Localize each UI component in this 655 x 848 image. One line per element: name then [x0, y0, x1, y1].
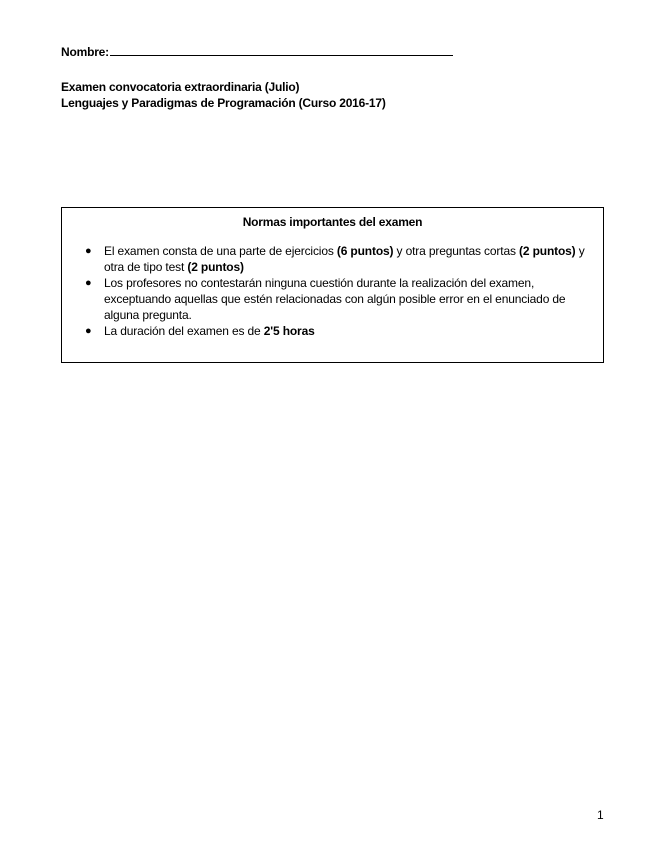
rule-item-duration	[85, 323, 593, 339]
rule-bold: (2 puntos)	[519, 244, 576, 258]
rules-box	[61, 207, 604, 363]
rule-bold: (6 puntos)	[336, 244, 394, 258]
rule-text: y otra de tipo test	[104, 244, 585, 274]
name-blank-line	[110, 44, 453, 56]
rules-title: Normas importantes del examen	[242, 215, 423, 229]
rule-text: El examen consta de una parte de ejercicios	[104, 244, 337, 258]
rule-text: y otra preguntas cortas	[393, 244, 520, 258]
rule-bold: (2 puntos)	[187, 260, 244, 274]
name-label: Nombre:	[61, 45, 109, 59]
rules-list	[62, 243, 603, 339]
exam-title: Examen convocatoria extraordinaria (Julio)	[61, 80, 300, 94]
rule-item-points	[85, 243, 593, 275]
rule-text: La duración del examen es de	[104, 324, 264, 338]
rule-item-questions	[85, 275, 593, 323]
bullet-icon: ●	[85, 277, 92, 289]
course-title: Lenguajes y Paradigmas de Programación (Curso 2016-17)	[61, 96, 386, 110]
rule-bold: 2'5 horas	[263, 324, 315, 338]
rule-text: Los profesores no contestarán ninguna cuestión durante la realización del examen, exceptuando aquellas que estén relacionadas con algún posible error en el enunciado de alguna pregunta.	[104, 276, 566, 322]
exam-header	[61, 79, 386, 111]
bullet-icon: ●	[85, 325, 92, 337]
bullet-icon: ●	[85, 245, 92, 257]
name-field	[61, 44, 453, 59]
page-number: 1	[597, 808, 604, 822]
